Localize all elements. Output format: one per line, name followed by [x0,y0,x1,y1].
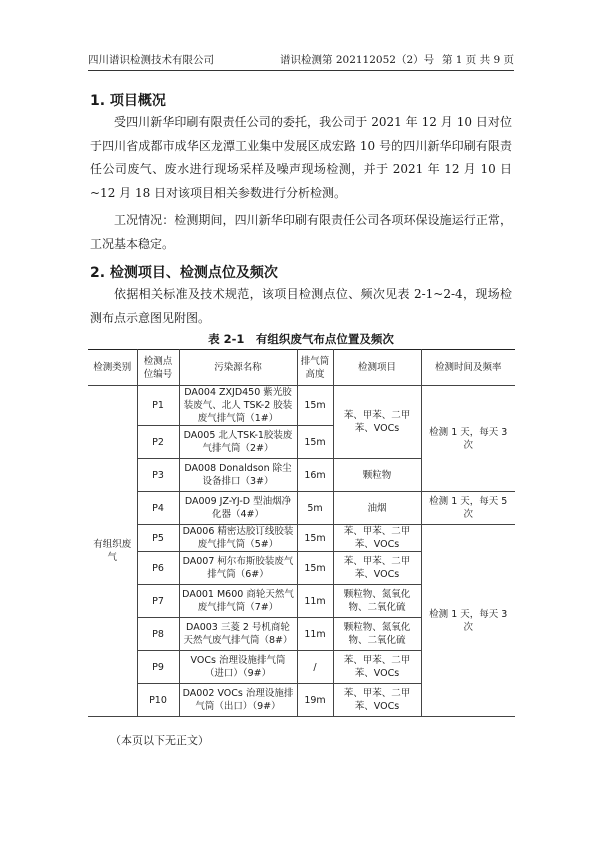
height-cell: / [297,651,333,684]
items-cell: 颗粒物 [333,459,421,492]
end-of-text-note: （本页以下无正文） [110,734,209,747]
header-cell-category: 检测类别 [88,350,137,386]
height-cell: 16m [297,459,333,492]
source-cell: DA004 ZXJD450 紫光胶装废气、北人 TSK-2 胶装废气排气筒（1#） [179,386,297,426]
height-cell: 5m [297,492,333,525]
frequency-cell: 检测 1 天，每天 3 次 [421,525,515,717]
height-cell: 15m [297,426,333,459]
point-cell: P10 [137,684,179,717]
items-cell: 苯、甲苯、二甲苯、VOCs [333,552,421,585]
header-report-number: 谱识检测第 202112052（2）号 [280,54,435,66]
point-cell: P5 [137,525,179,552]
section-2-paragraph-1: 依据相关标准及技术规范，该项目检测点位、频次见表 2-1~2-4，现场检测布点示意图见附图。 [90,287,512,325]
header-company: 四川谱识检测技术有限公司 [88,54,214,66]
table-row [88,525,515,552]
section-1-title: 1. 项目概况 [90,93,166,109]
items-cell: 颗粒物、氮氧化物、二氧化硫 [333,618,421,651]
height-cell: 15m [297,525,333,552]
header-cell-source: 污染源名称 [179,350,297,386]
header-cell-point-id: 检测点位编号 [137,350,179,386]
height-cell: 15m [297,552,333,585]
items-cell: 苯、甲苯、二甲苯、VOCs [333,684,421,717]
items-cell: 苯、甲苯、二甲苯、VOCs [333,386,421,459]
point-cell: P4 [137,492,179,525]
section-1-paragraph-1: 受四川新华印刷有限责任公司的委托，我公司于 2021 年 12 月 10 日对位于四川省成都市成华区龙潭工业集中发展区成宏路 10 号的四川新华印刷有限责任公司废气、废水进行现场采样及噪声现场检测，并于 2021 年 12 月 10 日~12 月 18 日对该项目相关参数进行分析检测。 [90,115,512,200]
point-cell: P1 [137,386,179,426]
header-page-number: 第 1 页 共 9 页 [441,54,514,66]
source-cell: DA009 JZ-YJ-D 型油烟净化器（4#） [179,492,297,525]
table-header-row [88,350,515,386]
items-cell: 苯、甲苯、二甲苯、VOCs [333,525,421,552]
point-cell: P6 [137,552,179,585]
height-cell: 19m [297,684,333,717]
source-cell: VOCs 治理设施排气筒（进口）（9#） [179,651,297,684]
source-cell: DA001 M600 商轮天然气废气排气筒（7#） [179,585,297,618]
header-cell-items: 检测项目 [333,350,421,386]
point-cell: P9 [137,651,179,684]
source-cell: DA005 北人TSK-1胶装废气排气筒（2#） [179,426,297,459]
category-cell: 有组织废气 [88,386,137,717]
source-cell: DA008 Donaldson 除尘设备排口（3#） [179,459,297,492]
height-cell: 11m [297,618,333,651]
point-cell: P7 [137,585,179,618]
items-cell: 颗粒物、氮氧化物、二氧化硫 [333,585,421,618]
section-2-title: 2. 检测项目、检测点位及频次 [90,265,278,281]
source-cell: DA002 VOCs 治理设施排气筒（出口）（9#） [179,684,297,717]
height-cell: 15m [297,386,333,426]
point-cell: P2 [137,426,179,459]
table-row [88,492,515,525]
frequency-cell: 检测 1 天，每天 3 次 [421,386,515,492]
source-cell: DA006 精密达胶订线胶装废气排气筒（5#） [179,525,297,552]
section-1-paragraph-2: 工况情况：检测期间，四川新华印刷有限责任公司各项环保设施运行正常，工况基本稳定。 [90,213,512,251]
page-header [88,52,514,68]
height-cell: 11m [297,585,333,618]
source-cell: DA007 柯尔布斯胶装废气排气筒（6#） [179,552,297,585]
items-cell: 苯、甲苯、二甲苯、VOCs [333,651,421,684]
table-title: 表 2-1 有组织废气布点位置及频次 [208,332,394,346]
point-cell: P3 [137,459,179,492]
items-cell: 油烟 [333,492,421,525]
sampling-points-table [88,349,515,717]
header-divider [88,70,514,71]
point-cell: P8 [137,618,179,651]
table-row [88,386,515,426]
source-cell: DA003 三菱 2 号机商轮天然气废气排气筒（8#） [179,618,297,651]
header-cell-height: 排气筒高度 [297,350,333,386]
frequency-cell: 检测 1 天，每天 5 次 [421,492,515,525]
header-cell-frequency: 检测时间及频率 [421,350,515,386]
